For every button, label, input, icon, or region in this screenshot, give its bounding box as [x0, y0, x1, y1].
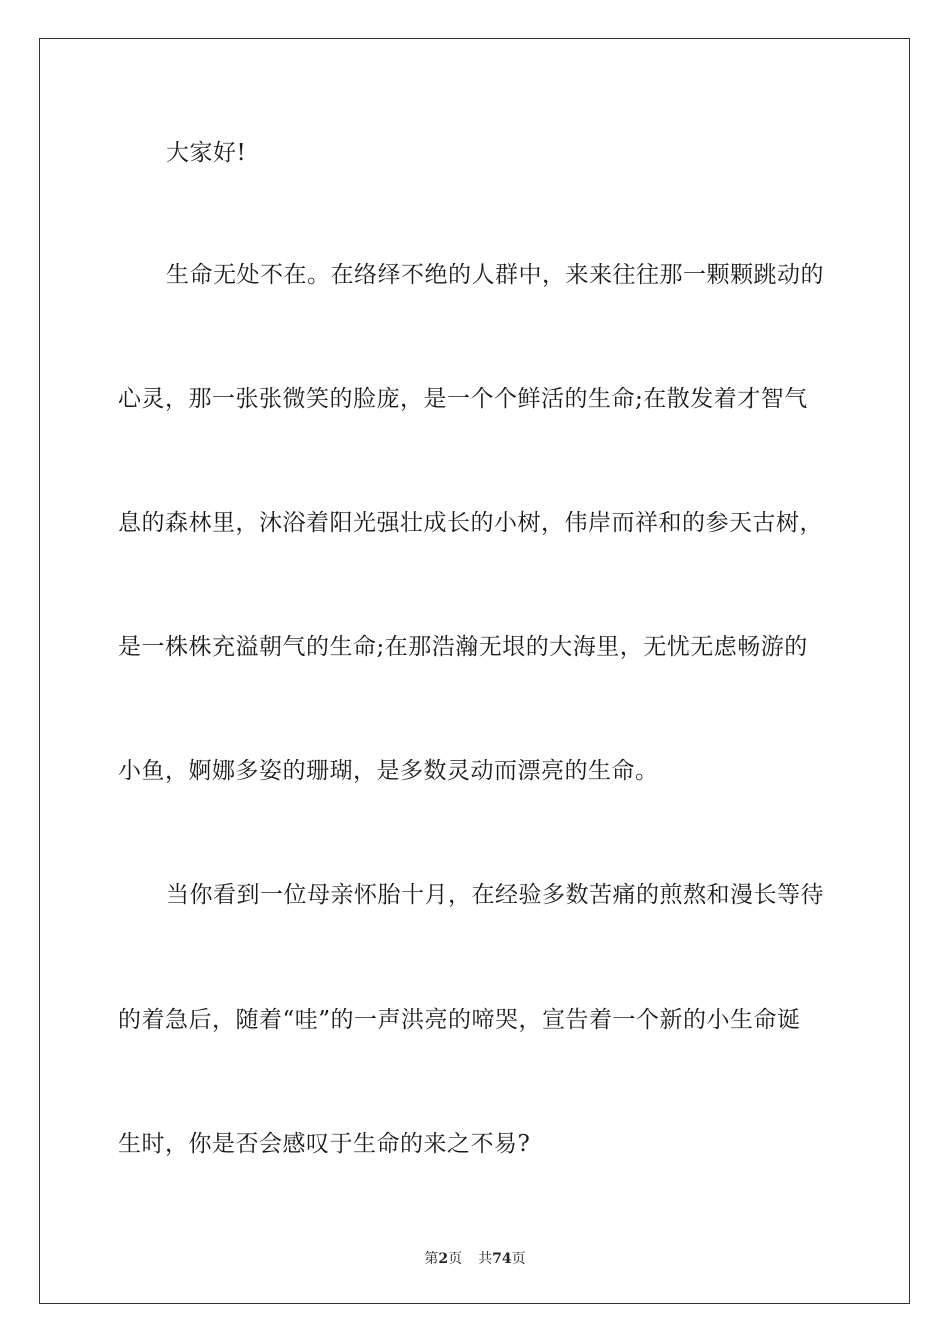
paragraph-line: 当你看到一位母亲怀胎十月，在经验多数苦痛的煎熬和漫长等待 [166, 882, 824, 908]
paragraph-line: 生命无处不在。在络绎不绝的人群中，来来往往那一颗颗跳动的 [166, 262, 824, 288]
page-suffix: 页 [448, 1251, 463, 1267]
paragraph-line: 是一株株充溢朝气的生命;在那浩瀚无垠的大海里，无忧无虑畅游的 [118, 634, 808, 660]
paragraph-line: 心灵，那一张张微笑的脸庞，是一个个鲜活的生命;在散发着才智气 [118, 386, 808, 412]
page-footer [0, 1250, 950, 1268]
total-suffix: 页 [511, 1251, 526, 1267]
page-prefix: 第 [424, 1251, 439, 1267]
greeting-line: 大家好! [166, 140, 247, 166]
paragraph-line: 息的森林里，沐浴着阳光强壮成长的小树，伟岸而祥和的参天古树， [118, 510, 823, 536]
paragraph-line: 小鱼，婀娜多姿的珊瑚，是多数灵动而漂亮的生命。 [118, 758, 659, 784]
total-pages: 74 [492, 1251, 512, 1267]
paragraph-line: 的着急后，随着“哇”的一声洪亮的啼哭，宣告着一个新的小生命诞 [118, 1007, 801, 1033]
total-prefix: 共 [478, 1251, 493, 1267]
page-border [39, 38, 910, 1304]
paragraph-line: 生时，你是否会感叹于生命的来之不易? [118, 1131, 531, 1157]
page-number: 2 [438, 1251, 449, 1267]
